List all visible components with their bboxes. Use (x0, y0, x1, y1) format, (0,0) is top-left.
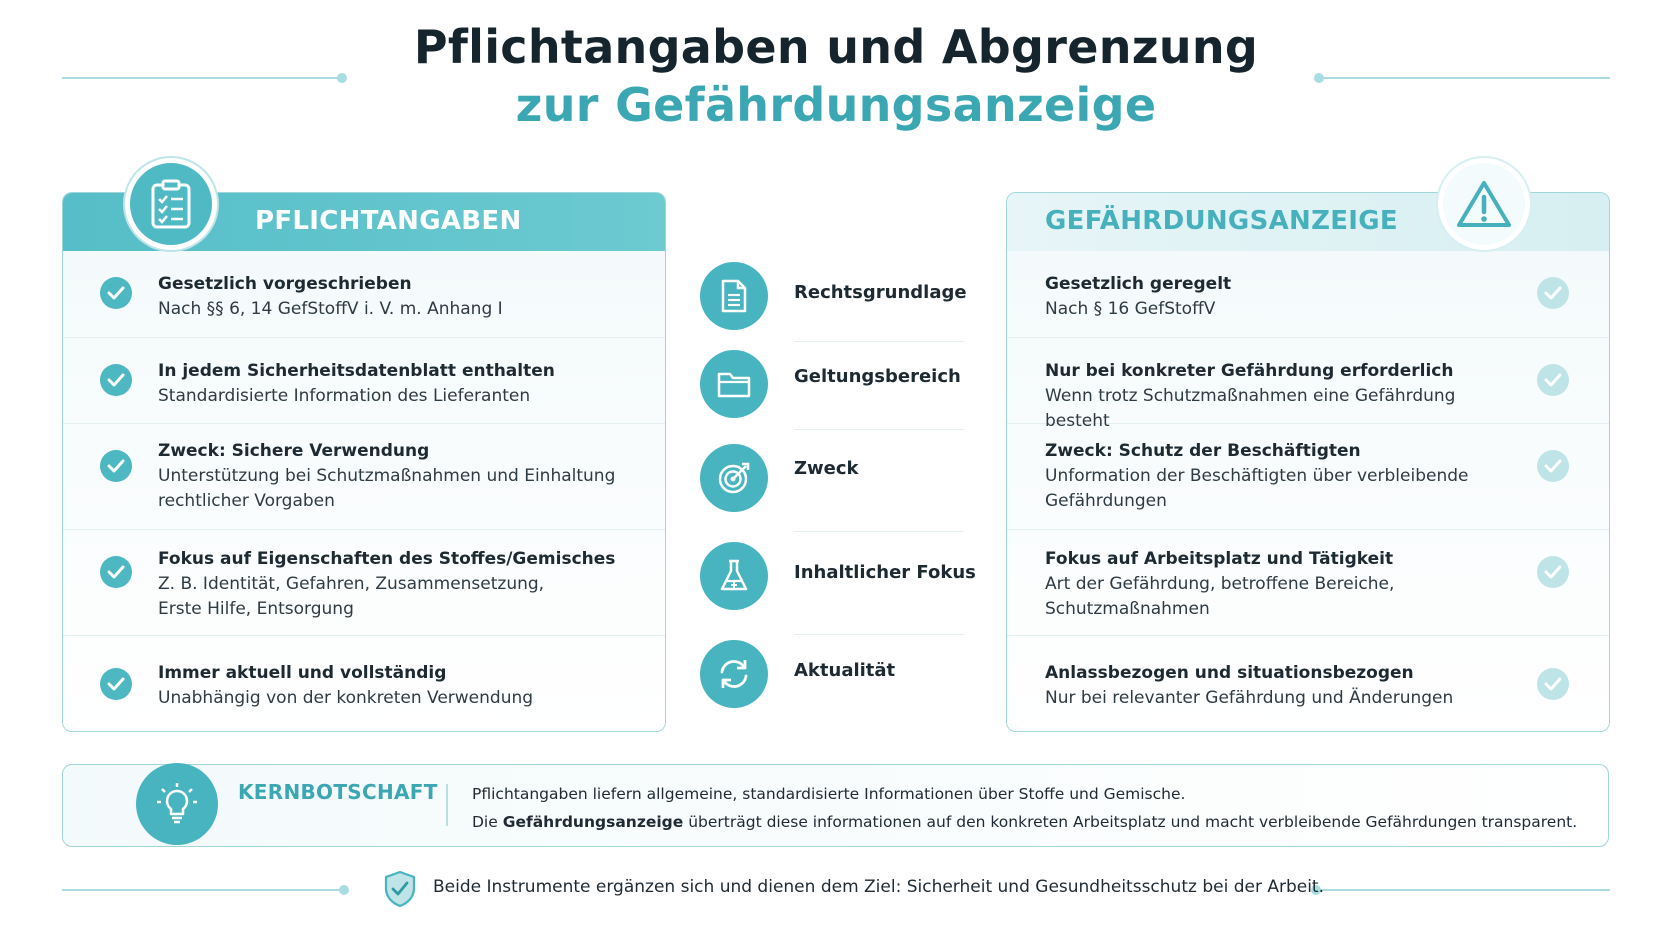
category-label: Aktualität (794, 660, 896, 681)
row-desc: Unterstützung bei Schutzmaßnahmen und Einhaltung (158, 466, 616, 486)
row-title: Fokus auf Arbeitsplatz und Tätigkeit (1045, 549, 1394, 569)
row-desc: Erste Hilfe, Entsorgung (158, 599, 354, 619)
check-icon (1537, 668, 1569, 700)
list-item (63, 636, 665, 732)
list-item (63, 251, 665, 338)
row-title: Anlassbezogen und situationsbezogen (1045, 663, 1414, 683)
folder-icon (700, 350, 768, 418)
gefaehrdungsanzeige-header-label: GEFÄHRDUNGSANZEIGE (1045, 206, 1398, 236)
gefaehrdungsanzeige-panel (1006, 192, 1610, 732)
refresh-icon (700, 640, 768, 708)
check-icon (100, 364, 132, 396)
warning-triangle-icon (1438, 158, 1530, 250)
list-item (1007, 338, 1609, 431)
clipboard-checklist-icon (125, 158, 217, 250)
check-icon (100, 556, 132, 588)
check-icon (1537, 556, 1569, 588)
check-icon (100, 450, 132, 482)
row-title: Immer aktuell und vollständig (158, 663, 447, 683)
category-label: Geltungsbereich (794, 366, 961, 387)
check-icon (1537, 450, 1569, 482)
list-item (63, 424, 665, 530)
pflichtangaben-body (63, 251, 665, 732)
title-left-dot (337, 73, 347, 83)
line-bold: Gefährdungsanzeige (502, 813, 684, 831)
title-right-line (1320, 77, 1610, 79)
list-item (63, 530, 665, 636)
row-desc: Z. B. Identität, Gefahren, Zusammensetzung, (158, 574, 545, 594)
check-icon (100, 277, 132, 309)
check-icon (1537, 364, 1569, 396)
title-line-2: zur Gefährdungsanzeige (515, 78, 1157, 132)
line-prefix: Die (472, 813, 503, 831)
check-icon (1537, 277, 1569, 309)
pflichtangaben-panel (62, 192, 666, 732)
category-aktualitaet (700, 640, 965, 720)
row-title: Gesetzlich geregelt (1045, 274, 1232, 294)
row-desc: Nach § 16 GefStoffV (1045, 299, 1216, 319)
row-desc: Standardisierte Information des Lieferanten (158, 386, 531, 406)
list-item (1007, 424, 1609, 530)
check-icon (100, 668, 132, 700)
kernbotschaft-text (472, 780, 1577, 836)
row-title: In jedem Sicherheitsdatenblatt enthalten (158, 361, 555, 381)
category-label: Zweck (794, 458, 859, 479)
row-title: Zweck: Schutz der Beschäftigten (1045, 441, 1361, 461)
row-title: Gesetzlich vorgeschrieben (158, 274, 412, 294)
title-line-1: Pflichtangaben und Abgrenzung (413, 20, 1259, 74)
category-geltungsbereich (700, 350, 965, 430)
list-item (1007, 530, 1609, 636)
row-title: Zweck: Sichere Verwendung (158, 441, 430, 461)
divider (446, 784, 448, 826)
kernbotschaft-line-2 (472, 808, 1577, 836)
row-desc: Nur bei relevanter Gefährdung und Änderungen (1045, 688, 1454, 708)
row-desc: rechtlicher Vorgaben (158, 491, 335, 511)
footer-left-dot (339, 885, 349, 895)
gefaehrdungsanzeige-body (1007, 251, 1609, 732)
category-zweck (700, 444, 965, 524)
category-label: Rechtsgrundlage (794, 282, 967, 303)
divider (794, 341, 964, 342)
row-title: Nur bei konkreter Gefährdung erforderlich (1045, 361, 1454, 381)
category-inhaltlicher-fokus (700, 542, 976, 622)
pflichtangaben-header-label: PFLICHTANGABEN (255, 206, 522, 236)
title-left-line (62, 77, 342, 79)
list-item (1007, 251, 1609, 338)
footer-text: Beide Instrumente ergänzen sich und dienen dem Ziel: Sicherheit und Gesundheitsschutz bei der Arbeit. (433, 877, 1325, 897)
target-icon (700, 444, 768, 512)
divider (794, 634, 964, 635)
shield-check-icon (383, 870, 417, 908)
divider (794, 429, 964, 430)
row-desc: Gefährdungen (1045, 491, 1167, 511)
kernbotschaft-label: KERNBOTSCHAFT (238, 780, 438, 804)
title-right-dot (1314, 73, 1324, 83)
line-rest: überträgt diese informationen auf den konkreten Arbeitsplatz und macht verbleibende Gefährdungen transparent. (683, 813, 1578, 831)
list-item (1007, 636, 1609, 732)
row-desc: Unabhängig von der konkreten Verwendung (158, 688, 534, 708)
row-desc: Nach §§ 6, 14 GefStoffV i. V. m. Anhang I (158, 299, 503, 319)
row-desc: Wenn trotz Schutzmaßnahmen eine Gefährdung besteht (1045, 386, 1456, 431)
list-item (63, 338, 665, 424)
row-desc: Art der Gefährdung, betroffene Bereiche, (1045, 574, 1395, 594)
divider (794, 531, 964, 532)
document-icon (700, 262, 768, 330)
category-rechtsgrundlage (700, 262, 965, 342)
kernbotschaft-line-1: Pflichtangaben liefern allgemeine, standardisierte Informationen über Stoffe und Gemische. (472, 785, 1186, 803)
lightbulb-icon (136, 763, 218, 845)
category-label: Inhaltlicher Fokus (794, 562, 976, 583)
page-title (0, 18, 1672, 134)
footer-right-line (1318, 889, 1610, 891)
flask-icon (700, 542, 768, 610)
footer-left-line (62, 889, 344, 891)
row-desc: Schutzmaßnahmen (1045, 599, 1210, 619)
row-title: Fokus auf Eigenschaften des Stoffes/Gemisches (158, 549, 616, 569)
row-desc: Unformation der Beschäftigten über verbleibende (1045, 466, 1469, 486)
